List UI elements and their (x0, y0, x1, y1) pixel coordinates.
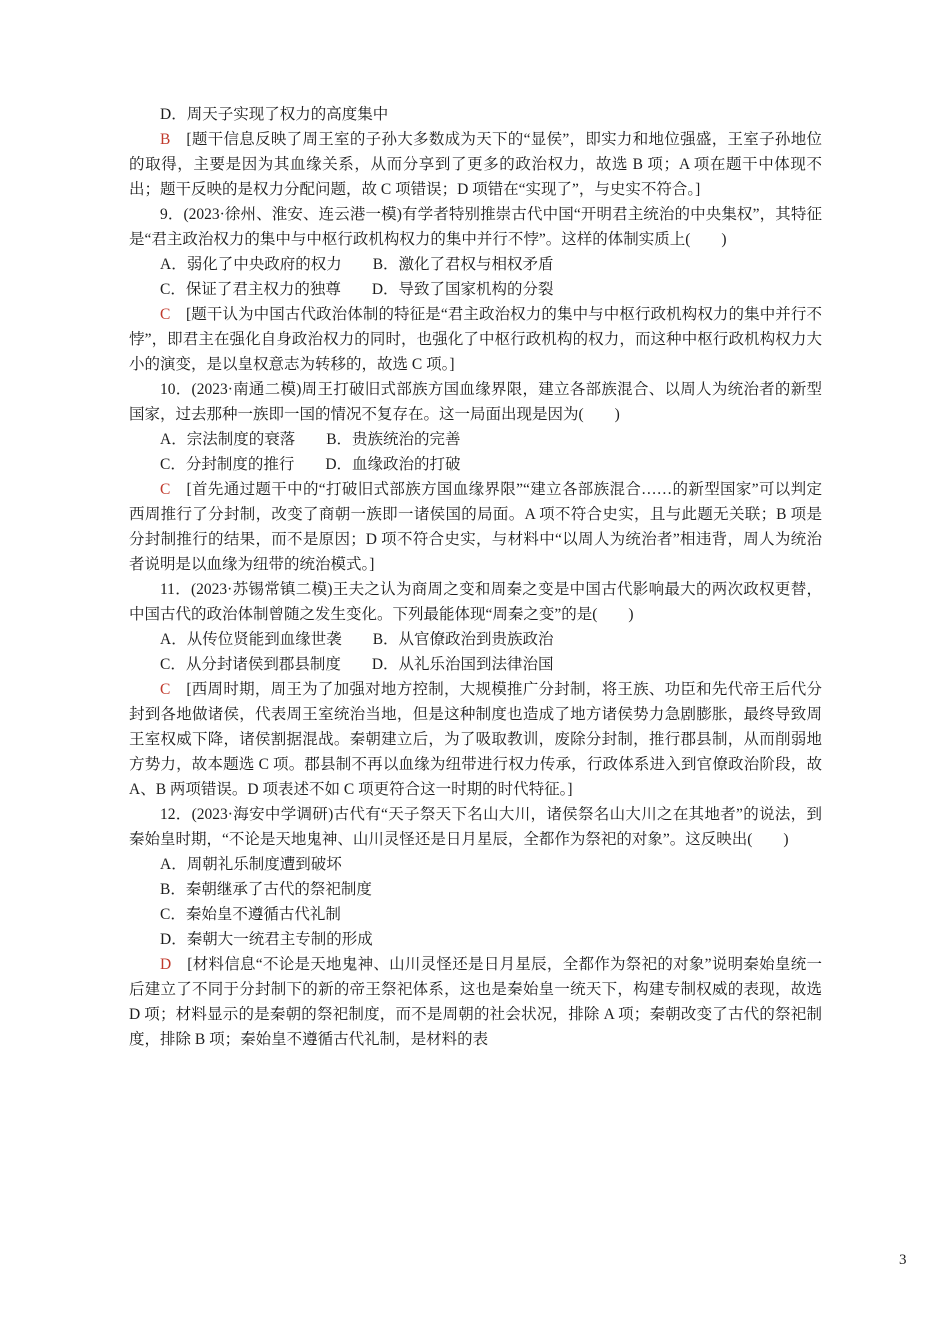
answer-explanation: C [首先通过题干中的“打破旧式部族方国血缘界限”“建立各部族混合……的新型国家”可以判定西周推行了分封制，改变了商朝一族即一诸侯国的局面。A 项不符合史实，且与此题无关联；B 项是分封制推行的结果，而不是原因；D 项不符合史实，与材料中“以周人为统治者”相违背，周人为统治者说明是以血缘为纽带的统治模式。] (129, 481, 822, 573)
page-number: 3 (899, 1252, 907, 1268)
question-stem: 12．(2023·海安中学调研)古代有“天子祭天下名山大川，诸侯祭名山大川之在其地者”的说法，到秦始皇时期，“不论是天地鬼神、山川灵怪还是日月星辰，全都作为祭祀的对象”。这反映出( ) (129, 806, 822, 848)
answer-letter: D (160, 956, 172, 973)
question-stem: 9．(2023·徐州、淮安、连云港一模)有学者特别推崇古代中国“开明君主统治的中央集权”，其特征是“君主政治权力的集中与中枢行政机构权力的集中并行不悖”。这样的体制实质上( ) (129, 206, 822, 248)
option-line: C．分封制度的推行 D．血缘政治的打破 (160, 456, 461, 473)
answer-letter: C (160, 481, 171, 498)
option-line: C．从分封诸侯到郡县制度 D．从礼乐治国到法律治国 (160, 656, 554, 673)
option-line: A．周朝礼乐制度遭到破坏 (160, 856, 342, 873)
answer-explanation: D [材料信息“不论是天地鬼神、山川灵怪还是日月星辰，全都作为祭祀的对象”说明秦始皇统一后建立了不同于分封制下的新的帝王祭祀体系，这也是秦始皇一统天下，构建专制权威的表现，故选 D 项；材料显示的是秦朝的祭祀制度，而不是周朝的社会状况，排除 A 项；秦朝改变了古代的祭祀制度，排除 B 项；秦始皇不遵循古代礼制，是材料的表 (129, 956, 822, 1048)
question-stem: 10．(2023·南通二模)周王打破旧式部族方国血缘界限，建立各部族混合、以周人为统治者的新型国家，过去那种一族即一国的情况不复存在。这一局面出现是因为( ) (129, 381, 822, 423)
document-body (129, 102, 822, 1052)
option-line: D．秦朝大一统君主专制的形成 (160, 931, 373, 948)
option-line: A．宗法制度的衰落 B．贵族统治的完善 (160, 431, 461, 448)
option-line: A．弱化了中央政府的权力 B．激化了君权与相权矛盾 (160, 256, 554, 273)
answer-explanation: B [题干信息反映了周王室的子孙大多数成为天下的“显侯”，即实力和地位强盛，王室子孙地位的取得，主要是因为其血缘关系，从而分享到了更多的政治权力，故选 B 项；A 项在题干中体现不出；题干反映的是权力分配问题，故 C 项错误；D 项错在“实现了”，与史实不符合。] (129, 131, 822, 198)
answer-letter: B (160, 131, 171, 148)
option-line: B．秦朝继承了古代的祭祀制度 (160, 881, 372, 898)
option-line: D．周天子实现了权力的高度集中 (160, 106, 389, 123)
answer-explanation: C [西周时期，周王为了加强对地方控制，大规模推广分封制，将王族、功臣和先代帝王后代分封到各地做诸侯，代表周王室统治当地，但是这种制度也造成了地方诸侯势力急剧膨胀，最终导致周王室权威下降，诸侯割据混战。秦朝建立后，为了吸取教训，废除分封制，推行郡县制，从而削弱地方势力，故本题选 C 项。郡县制不再以血缘为纽带进行权力传承，行政体系进入到官僚政治阶段，故 A、B 两项错误。D 项表述不如 C 项更符合这一时期的时代特征。] (129, 681, 822, 798)
option-line: C．保证了君主权力的独尊 D．导致了国家机构的分裂 (160, 281, 554, 298)
answer-letter: C (160, 681, 171, 698)
answer-letter: C (160, 306, 171, 323)
option-line: A．从传位贤能到血缘世袭 B．从官僚政治到贵族政治 (160, 631, 554, 648)
option-line: C．秦始皇不遵循古代礼制 (160, 906, 341, 923)
answer-explanation: C [题干认为中国古代政治体制的特征是“君主政治权力的集中与中枢行政机构权力的集中并行不悖”，即君主在强化自身政治权力的同时，也强化了中枢行政机构的权力，而这种中枢行政机构权力大小的演变，是以皇权意志为转移的，故选 C 项。] (129, 306, 822, 373)
question-stem: 11．(2023·苏锡常镇二模)王夫之认为商周之变和周秦之变是中国古代影响最大的两次政权更替，中国古代的政治体制曾随之发生变化。下列最能体现“周秦之变”的是( ) (129, 581, 822, 623)
